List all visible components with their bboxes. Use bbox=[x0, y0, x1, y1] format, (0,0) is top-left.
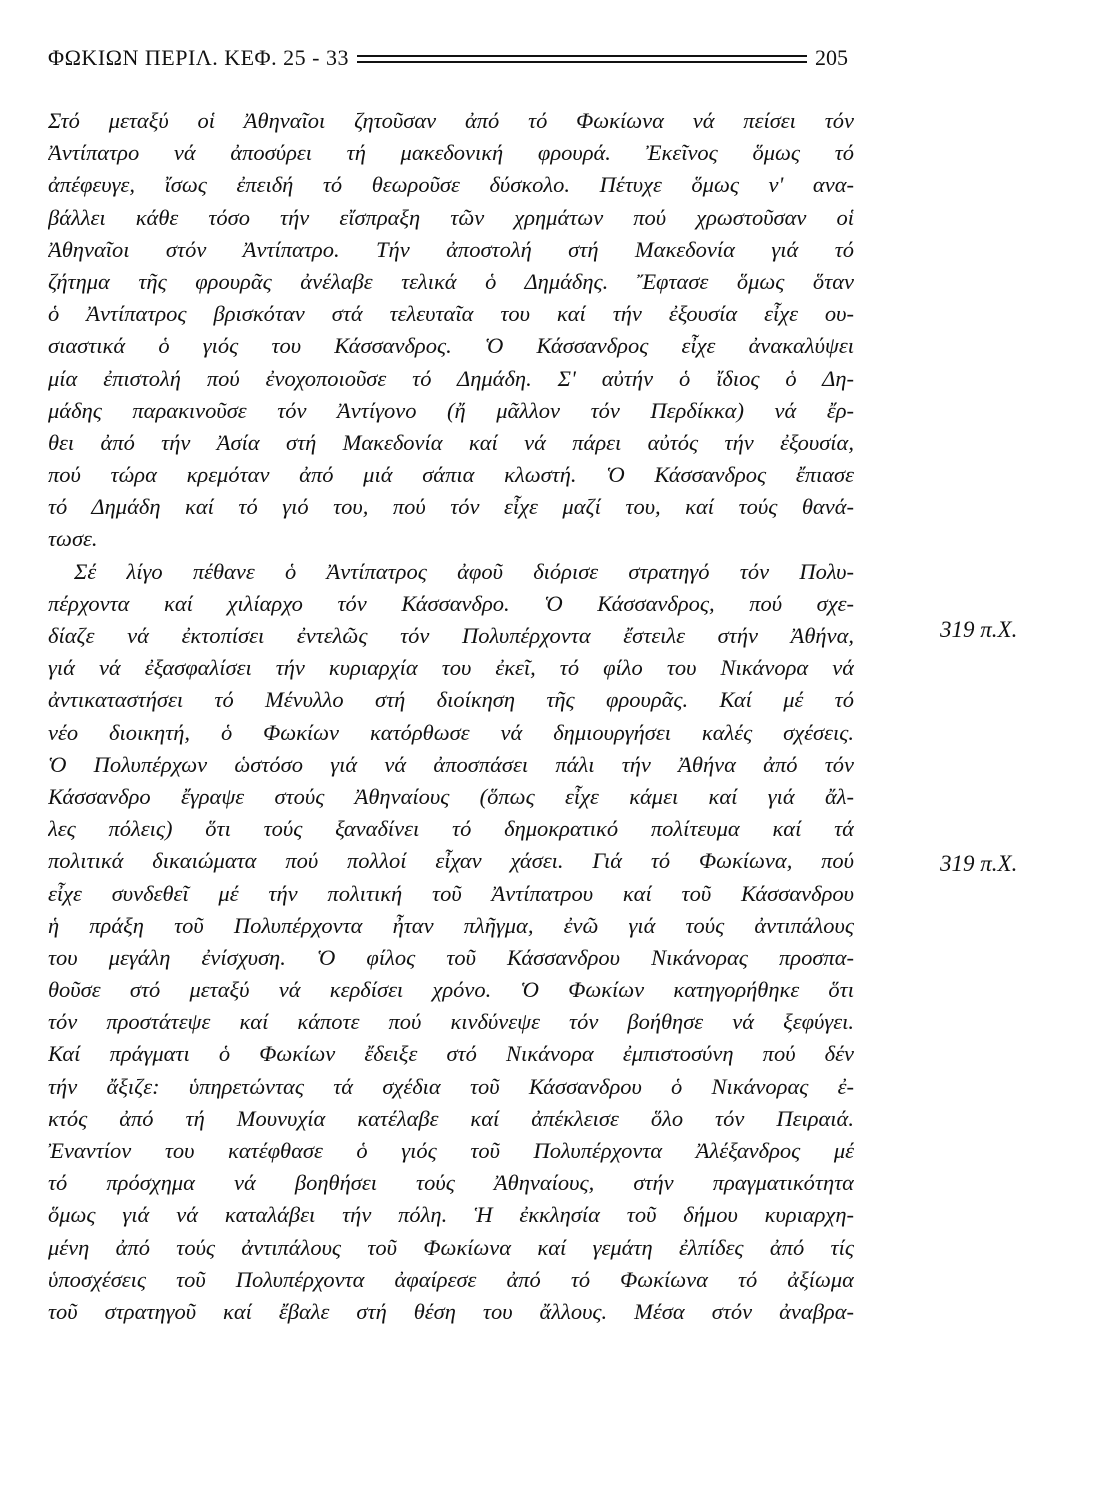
margin-date-note: 319 π.Χ. bbox=[940, 851, 1018, 876]
text-line: θει ἀπό τήν Ἀσία στή Μακεδονία καί νά πάρει αὐτός τήν ἐξουσία, bbox=[48, 429, 854, 455]
text-line: Ὁ Πολυπέρχων ὡστόσο γιά νά ἀποσπάσει πάλι τήν Ἀθήνα ἀπό τόν bbox=[48, 751, 854, 777]
text-line: ὁ Ἀντίπατρος βρισκόταν στά τελευταῖα του καί τήν ἐξουσία εἶχε ου- bbox=[48, 301, 854, 327]
text-line: ὅμως γιά νά καταλάβει τήν πόλη. Ἡ ἐκκλησία τοῦ δήμου κυριαρχη- bbox=[48, 1202, 854, 1228]
paragraph-2 bbox=[48, 556, 854, 1329]
text-line: πολιτικά δικαιώματα πού πολλοί εἶχαν χάσει. Γιά τό Φωκίωνα, πού bbox=[48, 848, 854, 874]
header-double-rule bbox=[357, 55, 807, 63]
body-text bbox=[48, 105, 854, 1328]
text-line: Στό μεταξύ οἱ Ἀθηναῖοι ζητοῦσαν ἀπό τό Φωκίωνα νά πείσει τόν bbox=[48, 108, 854, 133]
text-line: νέο διοικητή, ὁ Φωκίων κατόρθωσε νά δημιουργήσει καλές σχέσεις. bbox=[48, 719, 854, 745]
text-line: τήν ἄξιζε: ὑπηρετώντας τά σχέδια τοῦ Κάσσανδρου ὁ Νικάνορας ἐ- bbox=[48, 1073, 854, 1099]
text-line: Ἀθηναῖοι στόν Ἀντίπατρο. Τήν ἀποστολή στή Μακεδονία γιά τό bbox=[48, 236, 854, 262]
page-number: 205 bbox=[815, 45, 848, 70]
text-line: τό Δημάδη καί τό γιό του, πού τόν εἶχε μαζί του, καί τούς θανά- bbox=[48, 494, 854, 520]
text-line: λες πόλεις) ὅτι τούς ξαναδίνει τό δημοκρατικό πολίτευμα καί τά bbox=[48, 816, 854, 842]
text-line: Κάσσανδρο ἔγραψε στούς Ἀθηναίους (ὅπως εἶχε κάμει καί γιά ἄλ- bbox=[48, 783, 854, 809]
text-line: τοῦ στρατηγοῦ καί ἔβαλε στή θέση του ἄλλους. Μέσα στόν ἀναβρα- bbox=[48, 1298, 854, 1324]
text-line: ἀπέφευγε, ἴσως ἐπειδή τό θεωροῦσε δύσκολο. Πέτυχε ὅμως ν' ανα- bbox=[48, 172, 854, 198]
running-header bbox=[48, 42, 848, 74]
text-line: πού τώρα κρεμόταν ἀπό μιά σάπια κλωστή. Ὁ Κάσσανδρος ἔπιασε bbox=[48, 462, 854, 488]
text-line: ἡ πράξη τοῦ Πολυπέρχοντα ἦταν πλῆγμα, ἐνῶ γιά τούς ἀντιπάλους bbox=[48, 912, 854, 938]
text-line: θοῦσε στό μεταξύ νά κερδίσει χρόνο. Ὁ Φωκίων κατηγορήθηκε ὅτι bbox=[48, 977, 854, 1003]
text-line: πέρχοντα καί χιλίαρχο τόν Κάσσανδρο. Ὁ Κάσσανδρος, πού σχε- bbox=[48, 590, 854, 616]
text-line: μάδης παρακινοῦσε τόν Ἀντίγονο (ἤ μᾶλλον τόν Περδίκκα) νά ἔρ- bbox=[48, 397, 854, 423]
text-line: γιά νά ἐξασφαλίσει τήν κυριαρχία του ἐκεῖ, τό φίλο του Νικάνορα νά bbox=[48, 655, 854, 681]
text-line: Ἀντίπατρο νά ἀποσύρει τή μακεδονική φρουρά. Ἐκεῖνος ὅμως τό bbox=[48, 140, 854, 166]
text-line: Ἐναντίον του κατέφθασε ὁ γιός τοῦ Πολυπέρχοντα Ἀλέξανδρος μέ bbox=[48, 1138, 854, 1163]
margin-date-note: 319 π.Χ. bbox=[940, 617, 1018, 642]
text-line: Καί πράγματι ὁ Φωκίων ἔδειξε στό Νικάνορα ἐμπιστοσύνη πού δέν bbox=[48, 1041, 854, 1067]
header-title: ΦΩΚΙΩΝ ΠΕΡΙΛ. ΚΕΦ. 25 - 33 bbox=[48, 45, 349, 70]
text-line: εἶχε συνδεθεῖ μέ τήν πολιτική τοῦ Ἀντίπατρου καί τοῦ Κάσσανδρου bbox=[48, 880, 854, 906]
text-line: μένη ἀπό τούς ἀντιπάλους τοῦ Φωκίωνα καί γεμάτη ἐλπίδες ἀπό τίς bbox=[48, 1234, 854, 1260]
text-line: τόν προστάτεψε καί κάποτε πού κινδύνεψε τόν βοήθησε νά ξεφύγει. bbox=[48, 1009, 854, 1035]
text-line: σιαστικά ὁ γιός του Κάσσανδρος. Ὁ Κάσσανδρος εἶχε ἀνακαλύψει bbox=[48, 333, 854, 359]
text-line: μία ἐπιστολή πού ἐνοχοποιοῦσε τό Δημάδη. Σ' αὐτήν ὁ ἴδιος ὁ Δη- bbox=[48, 365, 854, 391]
text-line: ζήτημα τῆς φρουρᾶς ἀνέλαβε τελικά ὁ Δημάδης. Ἔφτασε ὅμως ὅταν bbox=[48, 268, 854, 294]
text-line: βάλλει κάθε τόσο τήν εἴσπραξη τῶν χρημάτων πού χρωστοῦσαν οἱ bbox=[48, 204, 854, 230]
text-line: τό πρόσχημα νά βοηθήσει τούς Ἀθηναίους, στήν πραγματικότητα bbox=[48, 1170, 854, 1196]
text-line: δίαζε νά ἐκτοπίσει ἐντελῶς τόν Πολυπέρχοντα ἔστειλε στήν Ἀθήνα, bbox=[48, 623, 854, 648]
text-line: Σέ λίγο πέθανε ὁ Ἀντίπατρος ἀφοῦ διόρισε στρατηγό τόν Πολυ- bbox=[74, 558, 854, 584]
text-line: ἀντικαταστήσει τό Μένυλλο στή διοίκηση τῆς φρουρᾶς. Καί μέ τό bbox=[48, 687, 854, 713]
text-line: του μεγάλη ἐνίσχυση. Ὁ φίλος τοῦ Κάσσανδρου Νικάνορας προσπα- bbox=[48, 944, 854, 970]
text-line: κτός ἀπό τή Μουνυχία κατέλαβε καί ἀπέκλεισε ὅλο τόν Πειραιά. bbox=[48, 1105, 854, 1131]
text-line: ὑποσχέσεις τοῦ Πολυπέρχοντα ἀφαίρεσε ἀπό τό Φωκίωνα τό ἀξίωμα bbox=[48, 1266, 854, 1292]
text-line: τωσε. bbox=[48, 526, 98, 552]
paragraph-1 bbox=[48, 105, 854, 556]
